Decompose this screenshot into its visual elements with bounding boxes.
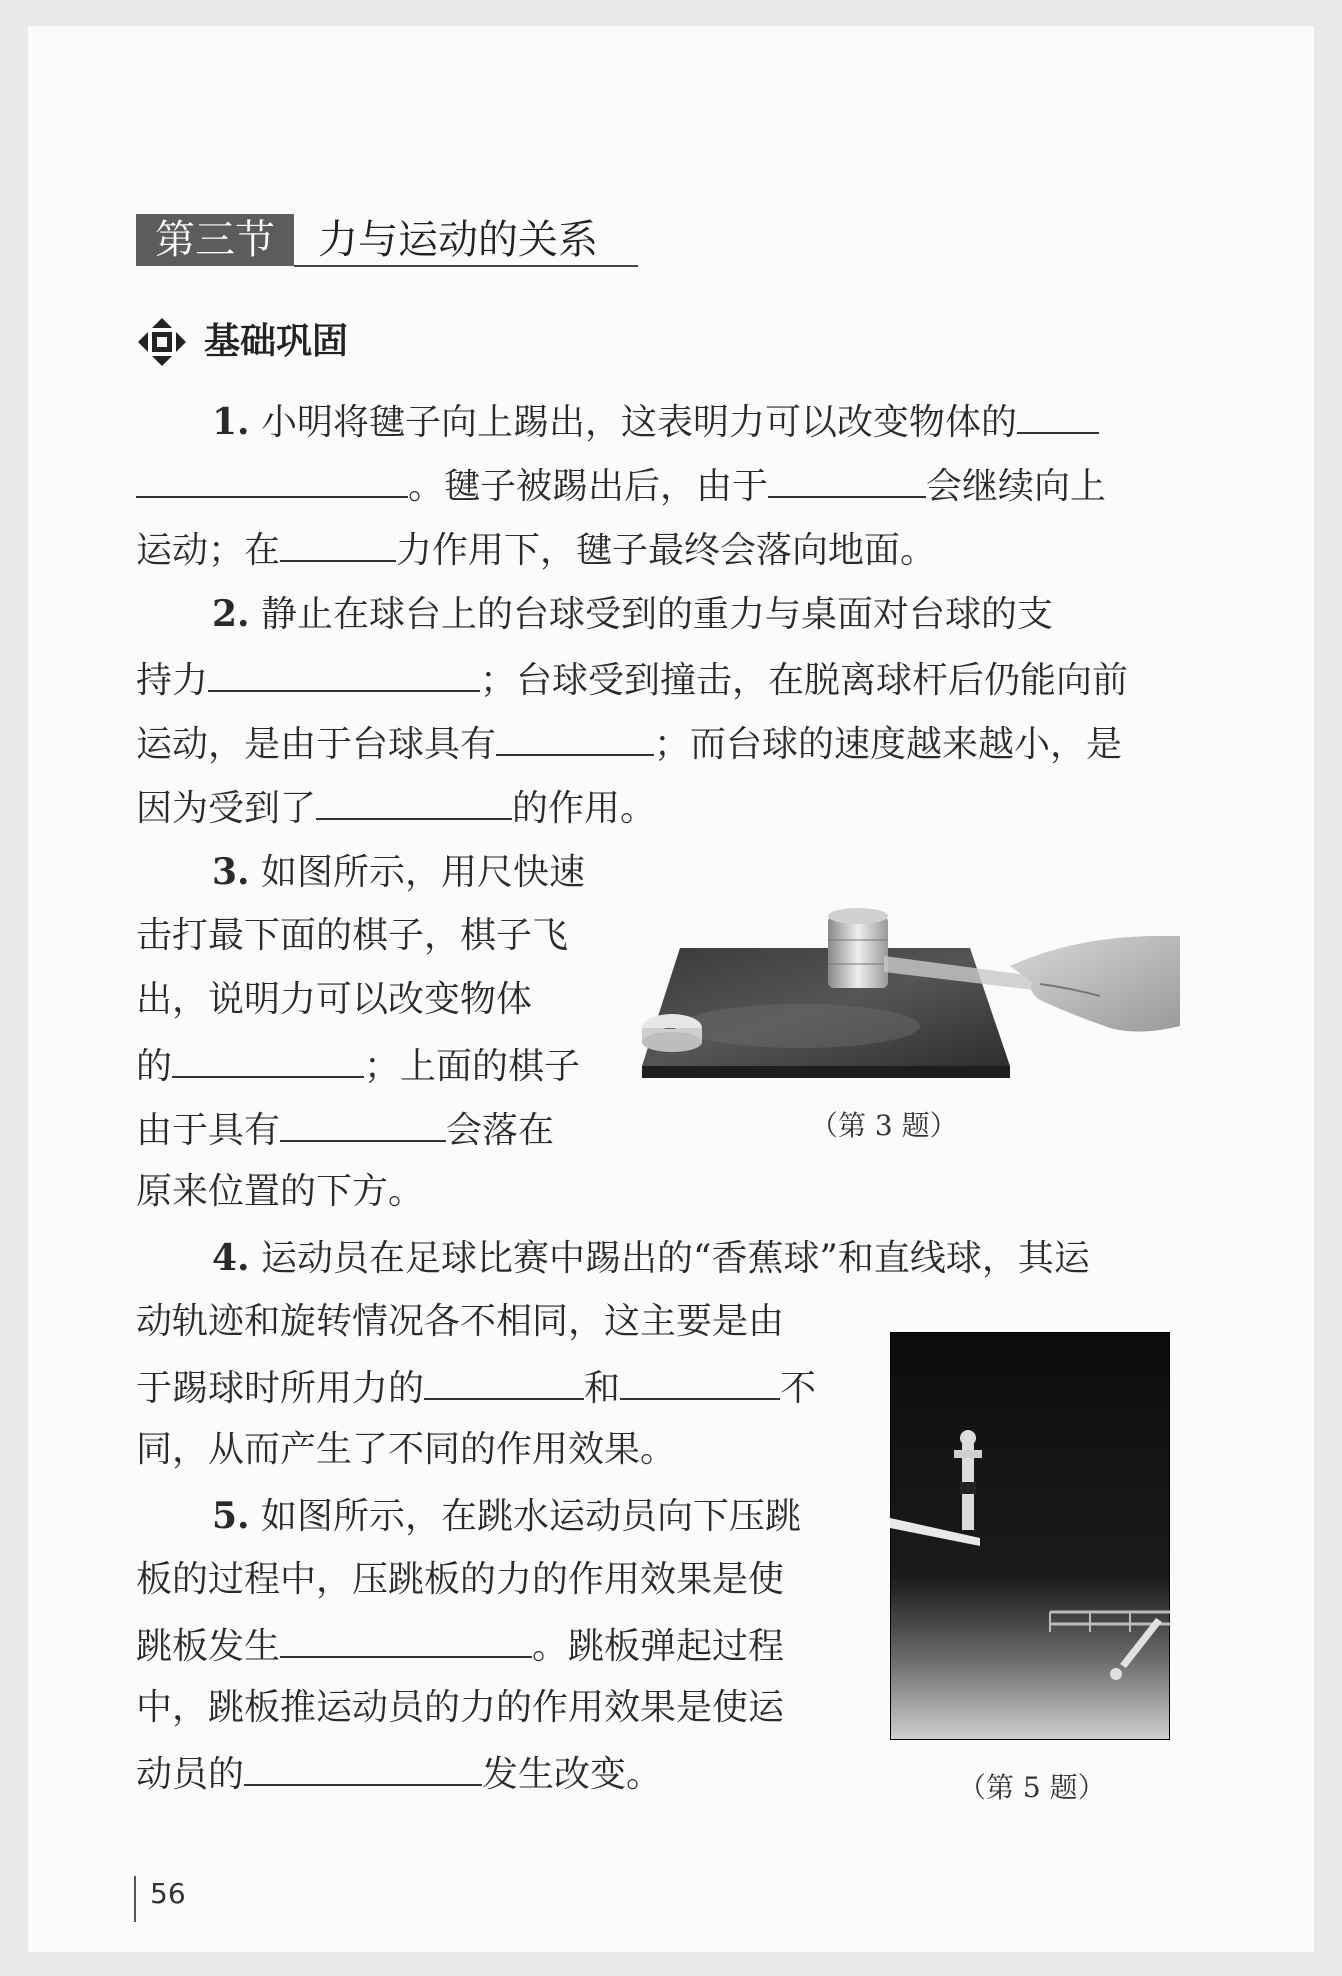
q5-text3a: 跳板发生 bbox=[136, 1626, 281, 1667]
q2-text2a: 持力 bbox=[136, 660, 209, 701]
q1-text1: 小明将毽子向上踢出，这表明力可以改变物体的 bbox=[261, 402, 1018, 443]
q4-line3 bbox=[136, 1364, 816, 1411]
q1-blank2[interactable] bbox=[768, 462, 926, 498]
q4-text1: 运动员在足球比赛中踢出的“香蕉球”和直线球，其运 bbox=[261, 1238, 1090, 1279]
q2-blank3[interactable] bbox=[316, 784, 512, 820]
page-number: 56 bbox=[150, 1877, 186, 1910]
q3-line1 bbox=[212, 850, 585, 895]
q3-text5b: 会落在 bbox=[446, 1110, 555, 1151]
q1-text2b: 会继续向上 bbox=[926, 466, 1107, 507]
q3-line2: 击打最下面的棋子，棋子飞 bbox=[136, 915, 569, 956]
q3-line6: 原来位置的下方。 bbox=[136, 1171, 425, 1212]
q4-text3a: 于踢球时所用力的 bbox=[136, 1368, 425, 1409]
q4-text3b: 和 bbox=[584, 1368, 621, 1409]
q1-text3b: 力作用下，毽子最终会落向地面。 bbox=[396, 530, 937, 571]
q3-number: 3. bbox=[212, 851, 250, 893]
section-underline bbox=[294, 265, 638, 267]
q1-line3 bbox=[136, 526, 936, 573]
q3-text4b: ；上面的棋子 bbox=[364, 1046, 581, 1087]
q2-text3b: ；而台球的速度越来越小，是 bbox=[654, 724, 1123, 765]
q5-text5b: 发生改变。 bbox=[482, 1754, 663, 1795]
q1-number: 1. bbox=[212, 401, 250, 443]
q5-text5a: 动员的 bbox=[136, 1754, 245, 1795]
q4-text3c: 不 bbox=[780, 1368, 817, 1409]
q3-line3: 出，说明力可以改变物体 bbox=[136, 979, 533, 1020]
q3-blank1[interactable] bbox=[172, 1042, 364, 1078]
q2-line4 bbox=[136, 784, 656, 831]
q3-text1: 如图所示，用尺快速 bbox=[261, 852, 586, 893]
q5-number: 5. bbox=[212, 1495, 250, 1537]
q2-blank2[interactable] bbox=[496, 720, 654, 756]
figure5-caption: （第 5 题） bbox=[958, 1771, 1106, 1804]
q3-blank2[interactable] bbox=[280, 1106, 446, 1142]
q5-blank2[interactable] bbox=[244, 1750, 482, 1786]
q5-text1: 如图所示，在跳水运动员向下压跳 bbox=[261, 1496, 802, 1537]
subsection-title: 基础巩固 bbox=[204, 321, 349, 362]
section-title: 力与运动的关系 bbox=[318, 217, 598, 263]
q2-text4a: 因为受到了 bbox=[136, 788, 317, 829]
q1-blank3[interactable] bbox=[280, 526, 396, 562]
q1-text3a: 运动；在 bbox=[136, 530, 281, 571]
q1-blank1a[interactable] bbox=[1017, 398, 1099, 434]
q5-line5 bbox=[136, 1750, 662, 1797]
q2-text1: 静止在球台上的台球受到的重力与桌面对台球的支 bbox=[261, 594, 1054, 635]
q2-text2b: ；台球受到撞击，在脱离球杆后仍能向前 bbox=[480, 660, 1129, 701]
figure-diver-image bbox=[890, 1332, 1170, 1740]
q4-line1 bbox=[212, 1236, 1090, 1281]
q4-line4: 同，从而产生了不同的作用效果。 bbox=[136, 1429, 677, 1470]
q3-line5 bbox=[136, 1106, 554, 1153]
q5-blank1[interactable] bbox=[280, 1622, 532, 1658]
q2-line2 bbox=[136, 656, 1128, 703]
svg-text:—: — bbox=[664, 1021, 676, 1035]
q2-line1 bbox=[212, 592, 1053, 637]
q4-blank2[interactable] bbox=[620, 1364, 780, 1400]
q5-line2: 板的过程中，压跳板的力的作用效果是使 bbox=[136, 1559, 785, 1600]
q1-text2: 。毽子被踢出后，由于 bbox=[408, 466, 769, 507]
q5-line3 bbox=[136, 1622, 784, 1669]
q2-text4b: 的作用。 bbox=[512, 788, 657, 829]
diamond-square-icon bbox=[136, 316, 188, 368]
q3-line4 bbox=[136, 1042, 580, 1089]
q4-blank1[interactable] bbox=[424, 1364, 584, 1400]
q2-blank1[interactable] bbox=[208, 656, 480, 692]
q3-text4a: 的 bbox=[136, 1046, 173, 1087]
page-number-rule bbox=[134, 1876, 136, 1922]
q2-line3 bbox=[136, 720, 1122, 767]
figure3-caption: （第 3 题） bbox=[810, 1109, 958, 1142]
q2-number: 2. bbox=[212, 593, 250, 635]
q1-line1 bbox=[212, 398, 1099, 445]
q1-line2 bbox=[136, 462, 1106, 509]
q5-text3b: 。跳板弹起过程 bbox=[532, 1626, 785, 1667]
q2-text3a: 运动，是由于台球具有 bbox=[136, 724, 497, 765]
q3-text5a: 由于具有 bbox=[136, 1110, 281, 1151]
q4-line2: 动轨迹和旋转情况各不相同，这主要是由 bbox=[136, 1301, 785, 1342]
q4-number: 4. bbox=[212, 1237, 250, 1279]
q5-line1 bbox=[212, 1494, 801, 1539]
figure-checkers-image bbox=[640, 896, 1180, 1096]
section-label: 第三节 bbox=[136, 214, 294, 266]
q5-line4: 中，跳板推运动员的力的作用效果是使运 bbox=[136, 1687, 785, 1728]
q1-blank1b[interactable] bbox=[136, 462, 408, 498]
